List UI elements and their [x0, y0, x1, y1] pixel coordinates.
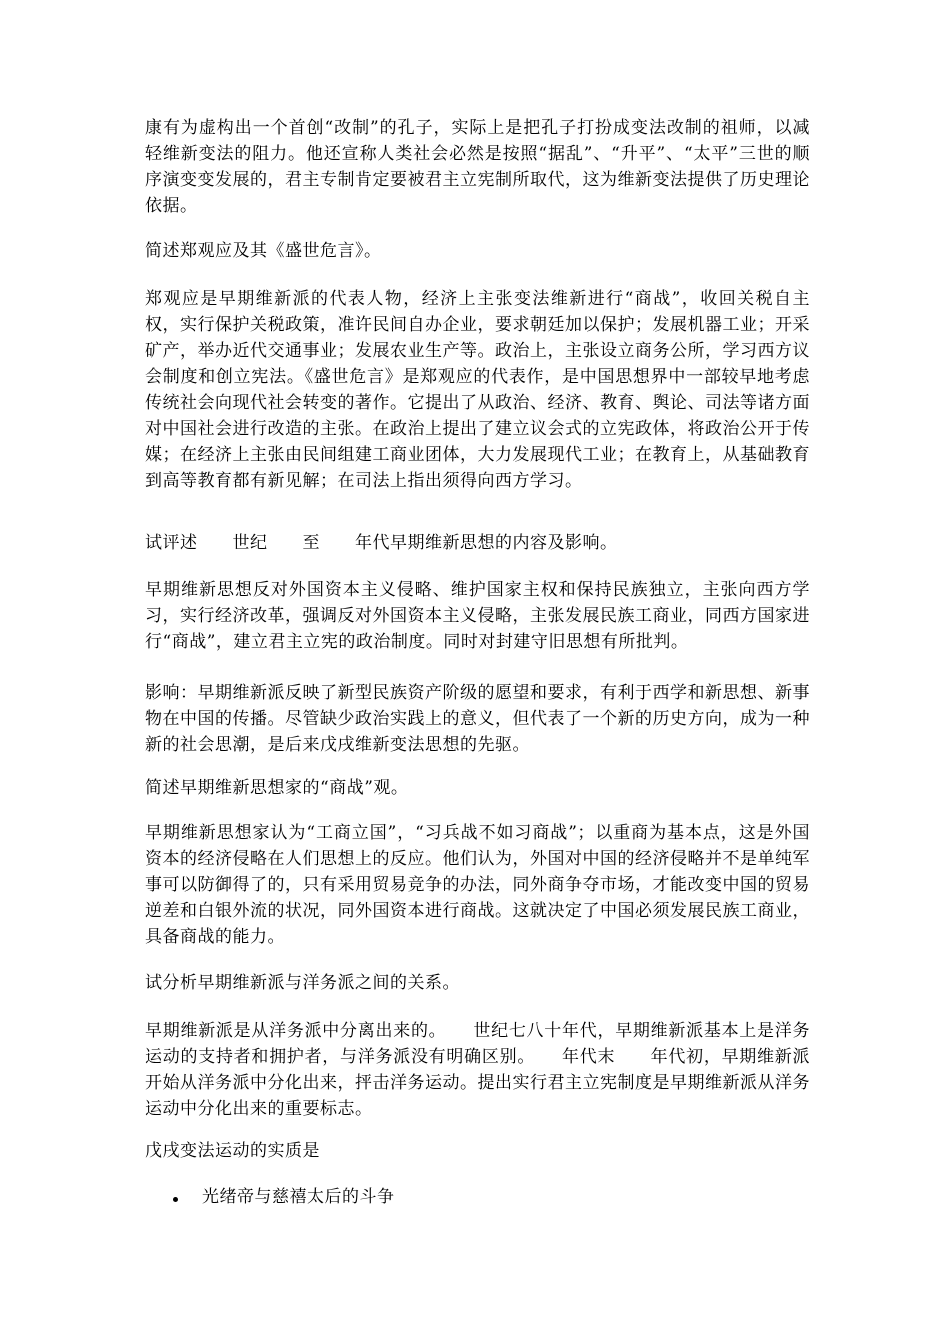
option-label: 光绪帝与慈禧太后的斗争 — [202, 1187, 395, 1207]
question-commercial-war: 简述早期维新思想家的“商战”观。 — [145, 778, 409, 798]
answer-reformers-vs-westernizers: 早期维新派是从洋务派中分离出来的。 世纪七八十年代，早期维新派基本上是洋务运动的支持者和拥护者，与洋务派没有明确区别。 年代末 年代初，早期维新派开始从洋务派中分化出来，抨击洋务运动。提出实行君主立宪制度是早期维新派从洋务运动中分化出来的重要标志。 — [145, 1021, 810, 1119]
bullet-icon — [173, 1197, 178, 1202]
question-reformers-vs-westernizers: 试分析早期维新派与洋务派之间的关系。 — [145, 973, 460, 993]
answer-zheng-guanying: 郑观应是早期维新派的代表人物，经济上主张变法维新进行“商战”，收回关税自主权，实行保护关税政策，准许民间自办企业，要求朝廷加以保护；发展机器工业；开采矿产，举办近代交通事业；发展农业生产等。政治上，主张设立商务公所，学习西方议会制度和创立宪法。《盛世危言》是郑观应的代表作，是中国思想界中一部较早地考虑传统社会向现代社会转变的著作。它提出了从政治、经济、教育、舆论、司法等诸方面对中国社会进行改造的主张。在政治上提出了建立议会式的立宪政体，将政治公开于传媒；在经济上主张由民间组建工商业团体，大力发展现代工业；在教育上，从基础教育到高等教育都有新见解；在司法上指出须得向西方学习。 — [145, 289, 810, 491]
question-zheng-guanying: 简述郑观应及其《盛世危言》。 — [145, 241, 382, 261]
answer-commercial-war: 早期维新思想家认为“工商立国”，“习兵战不如习商战”；以重商为基本点，这是外国资本的经济侵略在人们思想上的反应。他们认为，外国对中国的经济侵略并不是单纯军事可以防御得了的，只有采用贸易竞争的办法，同外商争夺市场，才能改变中国的贸易逆差和白银外流的状况，同外国资本进行商战。这就决定了中国必须发展民族工商业，具备商战的能力。 — [145, 823, 810, 947]
question-wuxu-reform-essence: 戊戌变法运动的实质是 — [145, 1141, 320, 1161]
paragraph-kang-youwei: 康有为虚构出一个首创“改制”的孔子，实际上是把孔子打扮成变法改制的祖师，以减轻维新变法的阻力。他还宣称人类社会必然是按照“据乱”、“升平”、“太平”三世的顺序演变变发展的，君主专制肯定要被君主立宪制所取代，这为维新变法提供了历史理论依据。 — [145, 118, 810, 216]
answer-early-reform-content: 早期维新思想反对外国资本主义侵略、维护国家主权和保持民族独立，主张向西方学习，实行经济改革，强调反对外国资本主义侵略，主张发展民族工商业，同西方国家进行“商战”，建立君主立宪的政治制度。同时对封建守旧思想有所批判。 — [145, 580, 810, 652]
question-early-reform-thought: 试评述 世纪 至 年代早期维新思想的内容及影响。 — [145, 533, 618, 553]
list-item — [145, 1184, 395, 1210]
answer-options-list — [145, 1184, 395, 1210]
answer-early-reform-influence: 影响：早期维新派反映了新型民族资产阶级的愿望和要求，有利于西学和新思想、新事物在中国的传播。尽管缺少政治实践上的意义，但代表了一个新的历史方向，成为一种新的社会思潮，是后来戊戌维新变法思想的先驱。 — [145, 683, 810, 755]
